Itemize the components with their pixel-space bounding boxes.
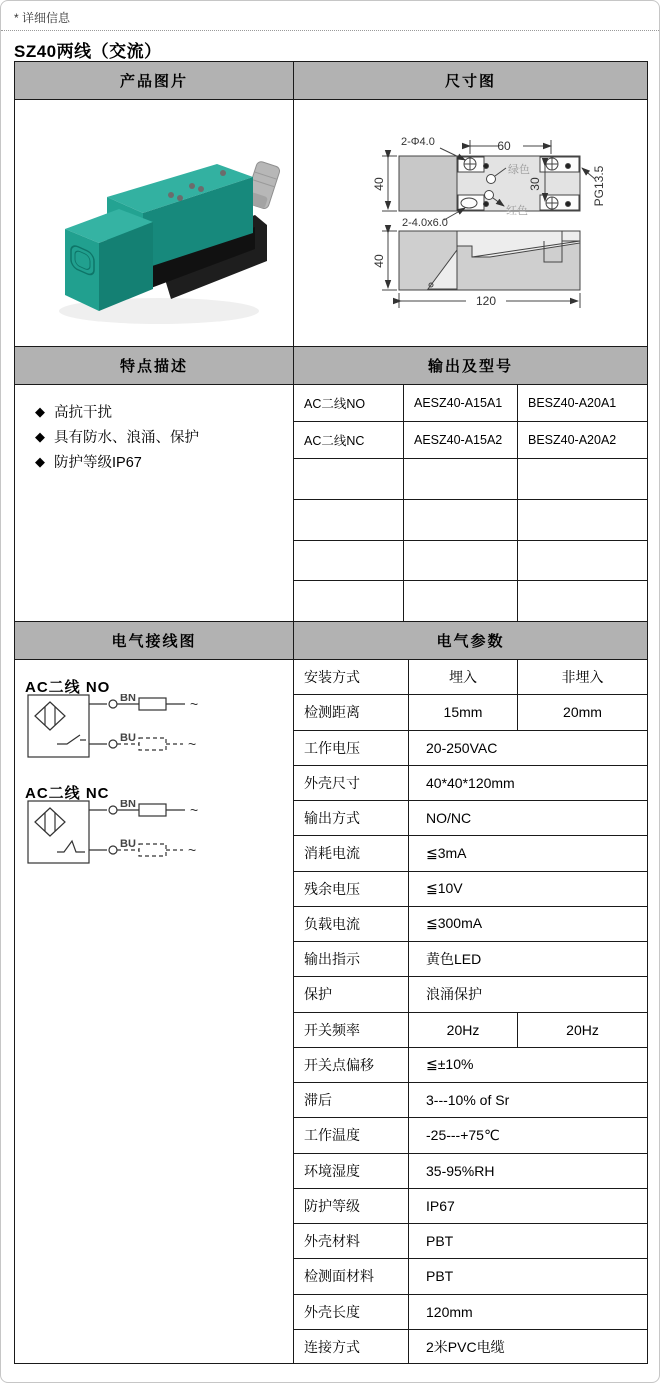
model-type-cell: AC二线NC (294, 422, 404, 458)
model-type-cell (294, 541, 404, 581)
param-value: 2米PVC电缆 (426, 1339, 505, 1356)
header-dimension: 尺寸图 (294, 62, 647, 100)
feature-text: 具有防水、浪涌、保护 (54, 430, 199, 446)
param-row (294, 695, 647, 730)
models-cell (294, 385, 647, 622)
param-value-flush: 埋入 (409, 660, 518, 694)
dim-width-label: 60 (497, 139, 511, 153)
param-label: 残余电压 (294, 872, 409, 906)
param-label: 外壳尺寸 (294, 766, 409, 800)
param-row (294, 660, 647, 695)
param-label: 负载电流 (294, 907, 409, 941)
param-row (294, 942, 647, 977)
param-label: 外壳长度 (294, 1295, 409, 1329)
param-label: 连接方式 (294, 1330, 409, 1363)
wiring-cell (15, 660, 294, 1363)
model-row (294, 541, 647, 582)
param-value: ≦±10% (426, 1056, 474, 1073)
param-value: 黄色LED (426, 951, 482, 968)
param-row (294, 1330, 647, 1363)
model-b-cell: BESZ40-A20A2 (528, 433, 617, 447)
dim-gland-label: PG13.5 (592, 165, 606, 207)
ac-symbol: ~ (190, 802, 199, 818)
models-table (294, 385, 647, 622)
model-row (294, 500, 647, 541)
diamond-bullet-icon: ◆ (35, 428, 45, 444)
param-row (294, 1083, 647, 1118)
dimension-drawing (294, 100, 647, 346)
param-label: 开关频率 (294, 1013, 409, 1047)
param-value: ≦300mA (426, 915, 483, 932)
params-cell (294, 660, 647, 1363)
param-label: 检测面材料 (294, 1259, 409, 1293)
wire-bu-label-nc: BU (120, 838, 136, 850)
model-row (294, 422, 647, 459)
diamond-bullet-icon: ◆ (35, 403, 45, 419)
param-value: NO/NC (426, 810, 472, 827)
param-label: 输出指示 (294, 942, 409, 976)
model-a-cell (404, 581, 518, 622)
dim-slot-label: 2-4.0x6.0 (402, 217, 448, 229)
model-a-cell (404, 500, 518, 540)
dim-green-label: 绿色 (508, 164, 530, 176)
param-label: 环境湿度 (294, 1154, 409, 1188)
param-value-flush: 20Hz (409, 1013, 518, 1047)
param-value: 3---10% of Sr (426, 1092, 510, 1109)
param-value: PBT (426, 1233, 454, 1250)
param-label: 安装方式 (294, 660, 409, 694)
model-type-cell (294, 459, 404, 499)
param-label: 防护等级 (294, 1189, 409, 1223)
dim-hole-label: 2-Φ4.0 (401, 136, 435, 148)
model-a-cell: AESZ40-A15A1 (404, 385, 518, 421)
param-row (294, 1259, 647, 1294)
param-row (294, 872, 647, 907)
wire-bn-label-nc: BN (120, 800, 136, 810)
param-value: 浪涌保护 (426, 986, 482, 1003)
param-row (294, 1048, 647, 1083)
param-value: 120mm (426, 1303, 473, 1320)
param-label: 检测距离 (294, 695, 409, 729)
wire-bn-label-no: BN (120, 694, 136, 704)
param-row (294, 766, 647, 801)
param-value-nonflush: 20Hz (566, 1021, 599, 1038)
model-b-cell: BESZ40-A20A1 (528, 396, 617, 410)
model-type-cell (294, 581, 404, 622)
model-row (294, 459, 647, 500)
product-image-cell (15, 100, 294, 347)
dimension-drawing-cell (294, 100, 647, 347)
dotted-divider (1, 30, 659, 31)
dim-length-label: 120 (475, 294, 497, 308)
wire-bu-label-no: BU (120, 732, 136, 744)
param-row (294, 1189, 647, 1224)
header-output-models: 输出及型号 (294, 347, 647, 385)
ac-symbol: ~ (188, 842, 197, 858)
param-value: 40*40*120mm (426, 774, 515, 791)
param-value: ≦3mA (426, 844, 467, 861)
param-label: 工作温度 (294, 1118, 409, 1152)
model-row (294, 385, 647, 422)
param-label: 输出方式 (294, 801, 409, 835)
header-product-image: 产品图片 (15, 62, 294, 100)
wiring-no-title: AC二线 NO (25, 679, 111, 696)
param-value-nonflush: 20mm (563, 704, 602, 721)
param-row (294, 1224, 647, 1259)
model-a-cell (404, 541, 518, 581)
diamond-bullet-icon: ◆ (35, 453, 45, 469)
feature-text: 防护等级IP67 (54, 455, 142, 471)
param-label: 消耗电流 (294, 836, 409, 870)
detail-info-note: * 详细信息 (14, 11, 71, 25)
params-table (294, 660, 647, 1363)
param-label: 保护 (294, 977, 409, 1011)
param-value: IP67 (426, 1197, 455, 1214)
wiring-diagram-no (27, 694, 282, 762)
header-wiring: 电气接线图 (15, 622, 294, 660)
features-list (15, 385, 293, 472)
feature-item (35, 451, 293, 472)
param-row (294, 977, 647, 1012)
param-row (294, 1154, 647, 1189)
ac-symbol: ~ (190, 696, 199, 712)
model-a-cell (404, 459, 518, 499)
param-value: -25---+75℃ (426, 1126, 500, 1143)
model-b-cell (518, 500, 647, 540)
param-value-nonflush: 非埋入 (561, 669, 604, 686)
spec-table (14, 61, 648, 1364)
dim-height-label: 40 (372, 177, 386, 191)
param-label: 工作电压 (294, 731, 409, 765)
header-features: 特点描述 (15, 347, 294, 385)
param-value: PBT (426, 1268, 454, 1285)
model-b-cell (518, 581, 647, 622)
feature-item (35, 401, 293, 422)
param-row (294, 1118, 647, 1153)
param-row (294, 731, 647, 766)
wiring-nc-title: AC二线 NC (25, 785, 110, 802)
param-value: 35-95%RH (426, 1162, 495, 1179)
param-value: ≦10V (426, 880, 463, 897)
model-a-cell: AESZ40-A15A2 (404, 422, 518, 458)
wiring-diagram-nc (27, 800, 282, 868)
param-row (294, 836, 647, 871)
feature-item (35, 426, 293, 447)
dim-inner-height-label: 30 (528, 177, 542, 191)
param-row (294, 1295, 647, 1330)
feature-text: 高抗干扰 (54, 405, 112, 421)
product-photo (19, 103, 289, 343)
param-label: 外壳材料 (294, 1224, 409, 1258)
header-params: 电气参数 (294, 622, 647, 660)
page-title: SZ40两线（交流） (14, 42, 162, 61)
param-row (294, 907, 647, 942)
model-type-cell: AC二线NO (294, 385, 404, 421)
param-row (294, 1013, 647, 1048)
features-cell (15, 385, 294, 622)
param-label: 滞后 (294, 1083, 409, 1117)
model-type-cell (294, 500, 404, 540)
dim-red-label: 红色 (506, 205, 528, 217)
model-row (294, 581, 647, 622)
model-b-cell (518, 541, 647, 581)
param-value: 20-250VAC (426, 739, 498, 756)
dim-side-height-label: 40 (372, 254, 386, 268)
param-row (294, 801, 647, 836)
param-value-flush: 15mm (409, 695, 518, 729)
model-b-cell (518, 459, 647, 499)
param-label: 开关点偏移 (294, 1048, 409, 1082)
ac-symbol: ~ (188, 736, 197, 752)
